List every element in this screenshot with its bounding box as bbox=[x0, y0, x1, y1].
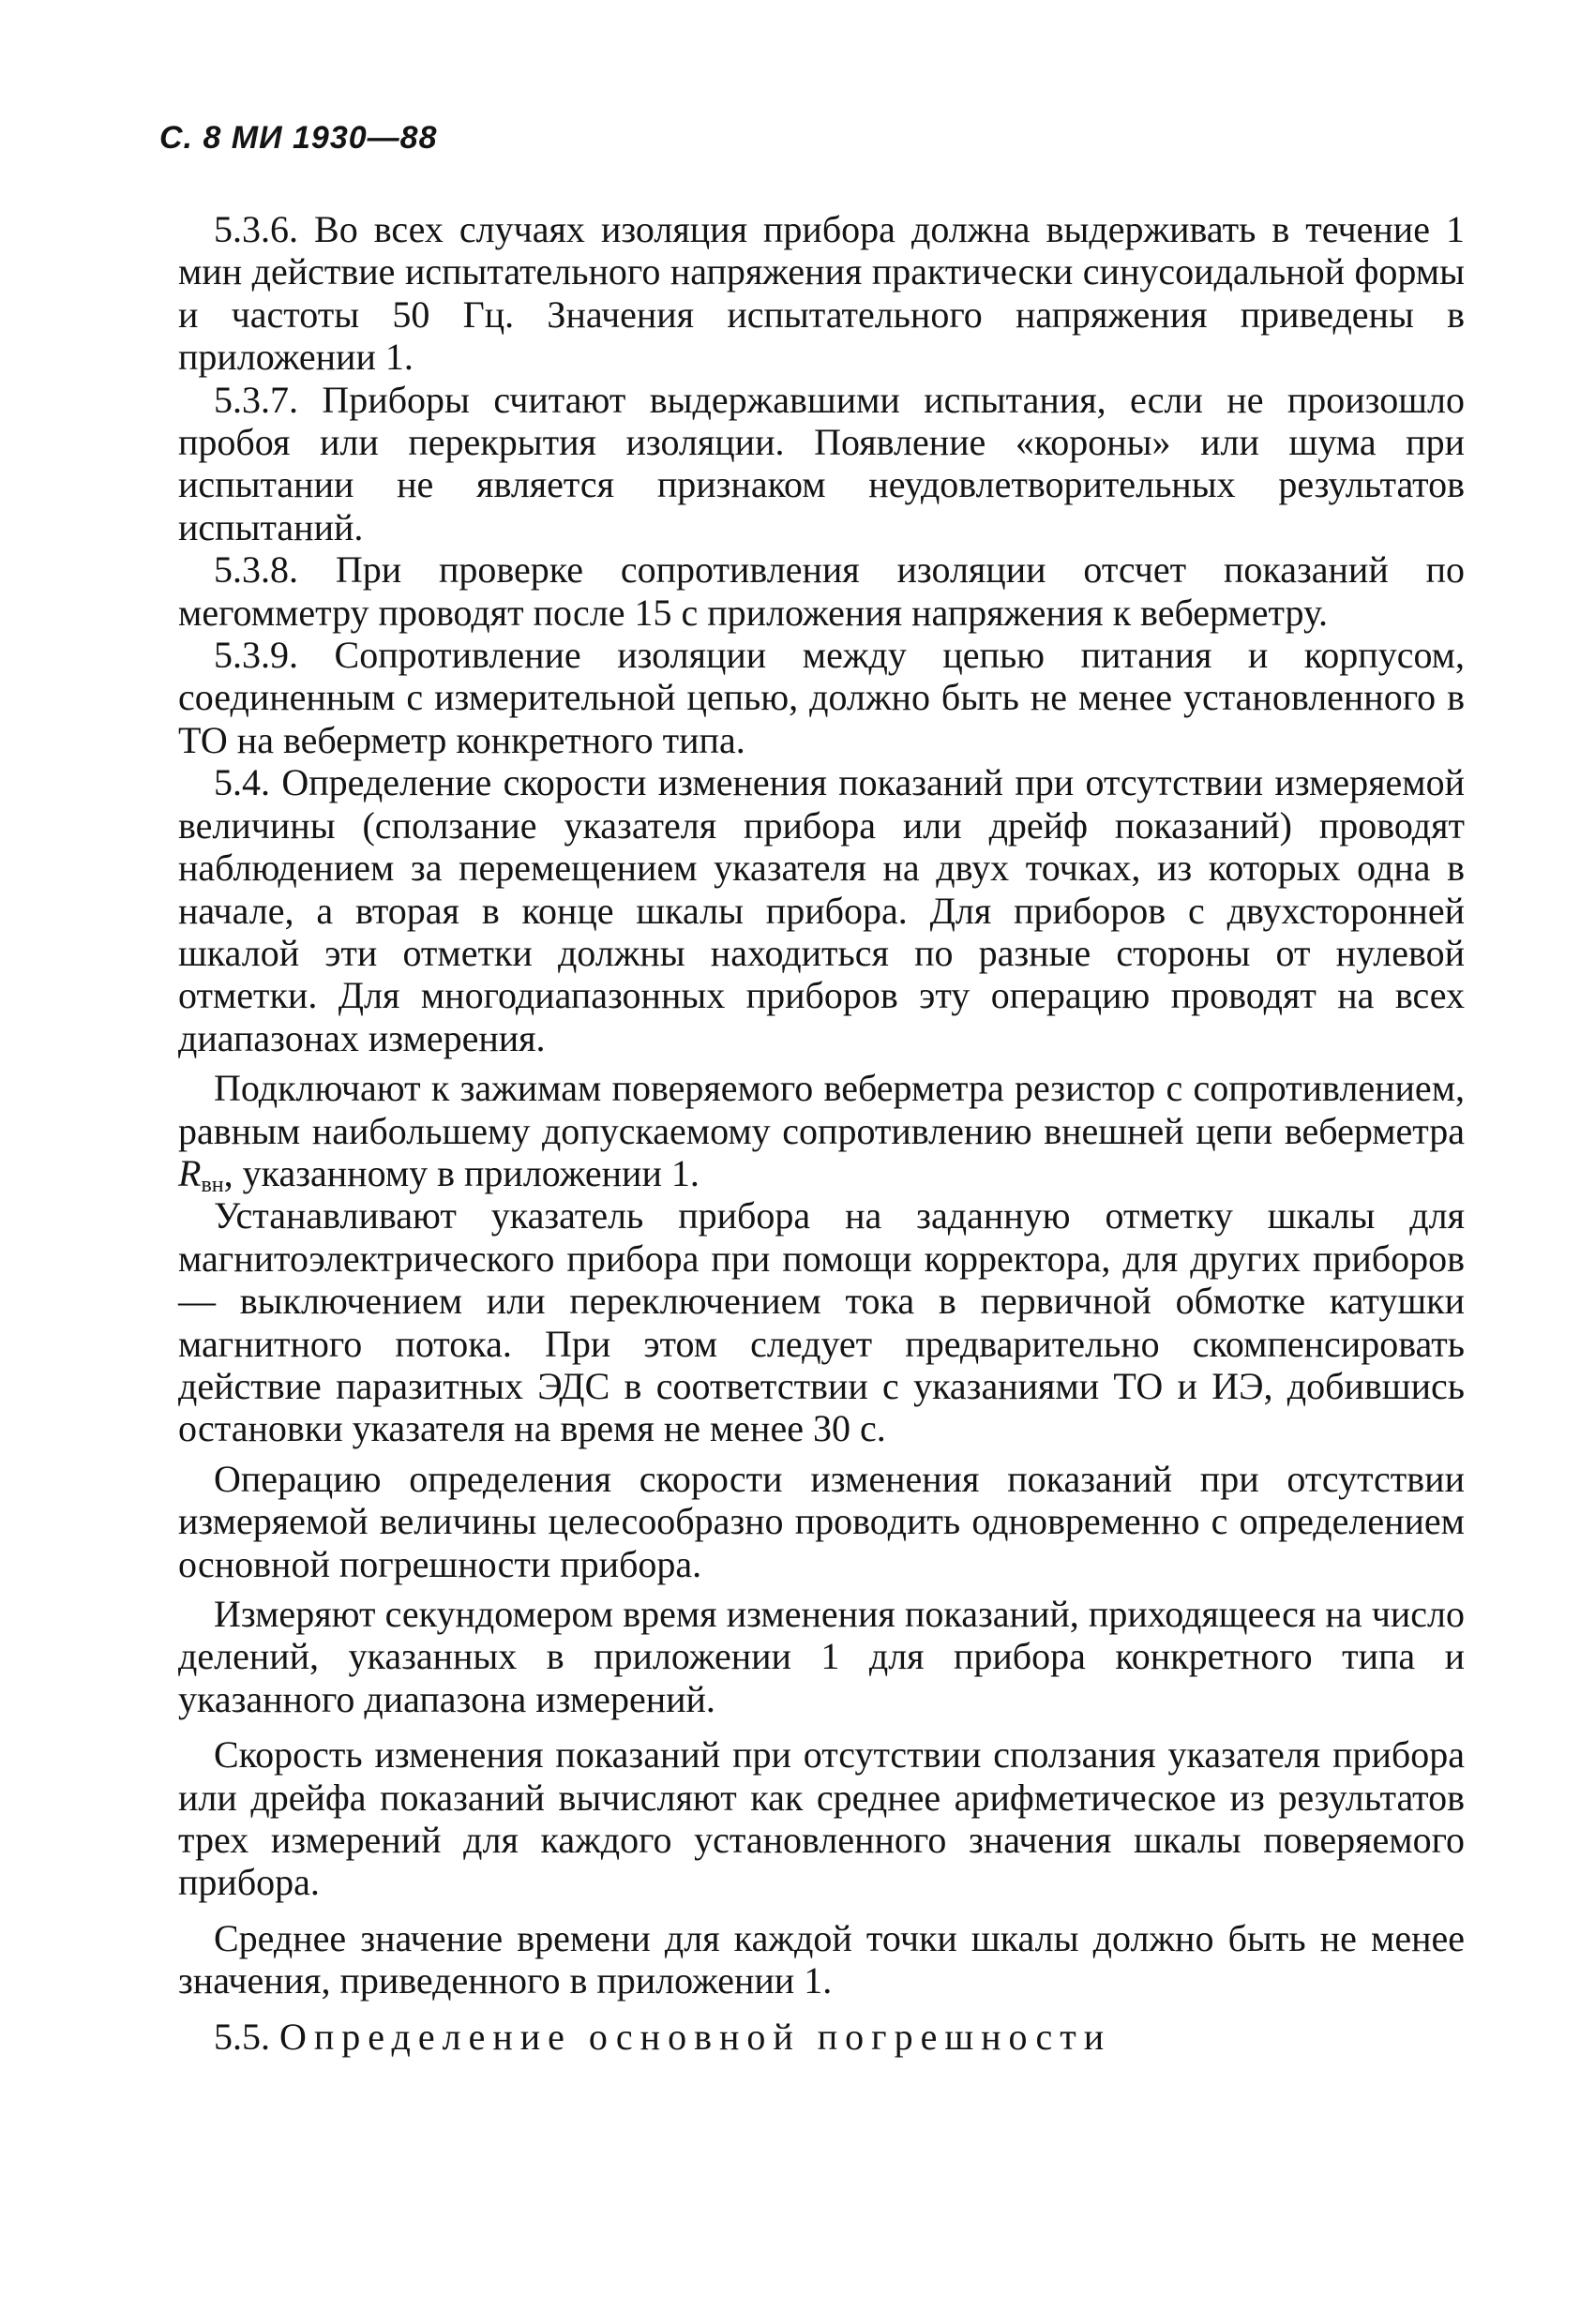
paragraph-5-3-8: 5.3.8. При проверке сопротивления изоляции отсчет показаний по мегомметру проводят после 15 с приложения напряжения к веберметру. bbox=[178, 548, 1465, 634]
paragraph-rate-calculation: Скорость изменения показаний при отсутствии сползания указателя прибора или дрейфа показаний вычисляют как среднее арифметическое из результатов трех измерений для каждого установленного значения шкалы поверяемого прибора. bbox=[178, 1733, 1465, 1904]
paragraph-stopwatch: Измеряют секундомером время изменения показаний, приходящееся на число делений, указанных в приложении 1 для прибора конкретного типа и указанного диапазона измерений. bbox=[178, 1593, 1465, 1720]
paragraph-mean-time: Среднее значение времени для каждой точки шкалы должно быть не менее значения, приведенного в приложении 1. bbox=[178, 1916, 1465, 2002]
resistor-text-after: , указанному в приложении 1. bbox=[223, 1151, 700, 1194]
section-title: Определение основной погрешности bbox=[279, 2015, 1112, 2058]
paragraph-resistor-connection bbox=[178, 1067, 1465, 1197]
paragraph-operation: Операцию определения скорости изменения показаний при отсутствии измеряемой величины целесообразно проводить одновременно с определением основной погрешности прибора. bbox=[178, 1457, 1465, 1585]
paragraph-5-4: 5.4. Определение скорости изменения показаний при отсутствии измеряемой величины (сползание указателя прибора или дрейф показаний) проводят наблюдением за перемещением указателя на двух точках, из которых одна в начале, а вторая в конце шкалы прибора. Для приборов с двухсторонней шкалой эти отметки должны находиться по разные стороны от нулевой отметки. Для многодиапазонных приборов эту операцию проводят на всех диапазонах измерения. bbox=[178, 761, 1465, 1059]
page-header: С. 8 МИ 1930—88 bbox=[159, 120, 438, 156]
resistor-text-before: Подключают к зажимам поверяемого веберметра резистор с сопротивлением, равным наибольшему допускаемому сопротивлению внешней цепи веберметра bbox=[178, 1067, 1465, 1152]
section-heading-5-5 bbox=[178, 2016, 1465, 2058]
paragraph-5-3-9: 5.3.9. Сопротивление изоляции между цепью питания и корпусом, соединенным с измерительной цепью, должно быть не менее установленного в ТО на веберметр конкретного типа. bbox=[178, 634, 1465, 761]
resistance-symbol: R bbox=[178, 1151, 202, 1194]
document-body bbox=[178, 208, 1465, 2058]
section-number: 5.5. bbox=[214, 2015, 270, 2058]
resistance-subscript: вн bbox=[201, 1172, 224, 1197]
paragraph-5-3-6: 5.3.6. Во всех случаях изоляция прибора должна выдерживать в течение 1 мин действие испытательного напряжения практически синусоидальной формы и частоты 50 Гц. Значения испытательного напряжения приведены в приложении 1. bbox=[178, 208, 1465, 379]
paragraph-5-3-7: 5.3.7. Приборы считают выдержавшими испытания, если не произошло пробоя или перекрытия изоляции. Появление «короны» или шума при испытании не является признаком неудовлетворительных результатов испытаний. bbox=[178, 378, 1465, 548]
paragraph-pointer-setup: Устанавливают указатель прибора на заданную отметку шкалы для магнитоэлектрического прибора при помощи корректора, для других приборов — выключением или переключением тока в первичной обмотке катушки магнитного потока. При этом следует предварительно скомпенсировать действие паразитных ЭДС в соответствии с указаниями ТО и ИЭ, добившись остановки указателя на время не менее 30 с. bbox=[178, 1194, 1465, 1450]
